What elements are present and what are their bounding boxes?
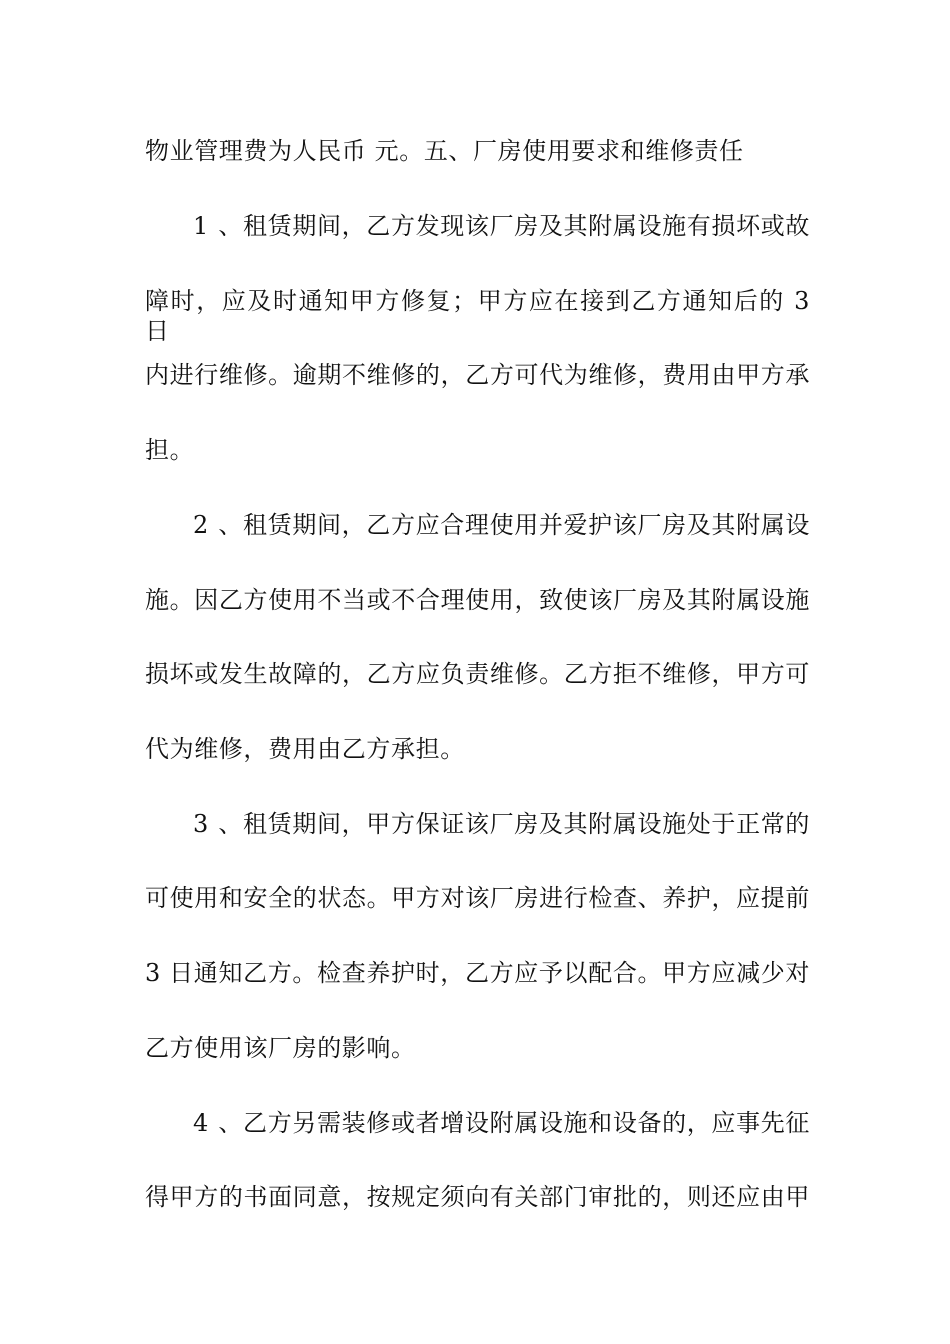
text-line: 内进行维修。逾期不维修的，乙方可代为维修，费用由甲方承 <box>145 361 810 389</box>
text-line: 施。因乙方使用不当或不合理使用，致使该厂房及其附属设施 <box>145 586 810 614</box>
text-line: 代为维修，费用由乙方承担。 <box>145 735 465 763</box>
text-line: 乙方使用该厂房的影响。 <box>145 1034 416 1062</box>
clause-4-first-line: 4、乙方另需装修或者增设附属设施和设备的，应事先征 <box>193 1109 810 1137</box>
clause-2-first-line: 2、租赁期间，乙方应合理使用并爱护该厂房及其附属设 <box>193 511 810 539</box>
clause-number: 4、 <box>193 1109 243 1137</box>
text-line: 物业管理费为人民币 元。五、厂房使用要求和维修责任 <box>145 137 744 165</box>
text-line: 损坏或发生故障的，乙方应负责维修。乙方拒不维修，甲方可 <box>145 660 810 688</box>
clause-3-first-line: 3、租赁期间，甲方保证该厂房及其附属设施处于正常的 <box>193 810 810 838</box>
text-line: 担。 <box>145 436 195 464</box>
clause-number: 1、 <box>193 212 243 240</box>
text-line: 可使用和安全的状态。甲方对该厂房进行检查、养护，应提前 <box>145 884 810 912</box>
text-line: 3 日通知乙方。检查养护时，乙方应予以配合。甲方应减少对 <box>145 959 810 987</box>
text-line: 障时，应及时通知甲方修复；甲方应在接到乙方通知后的 3 日 <box>145 287 810 345</box>
clause-number: 2、 <box>193 511 243 539</box>
clause-1-first-line: 1、租赁期间，乙方发现该厂房及其附属设施有损坏或故 <box>193 212 810 240</box>
text-line: 得甲方的书面同意，按规定须向有关部门审批的，则还应由甲 <box>145 1183 810 1211</box>
clause-number: 3、 <box>193 810 243 838</box>
